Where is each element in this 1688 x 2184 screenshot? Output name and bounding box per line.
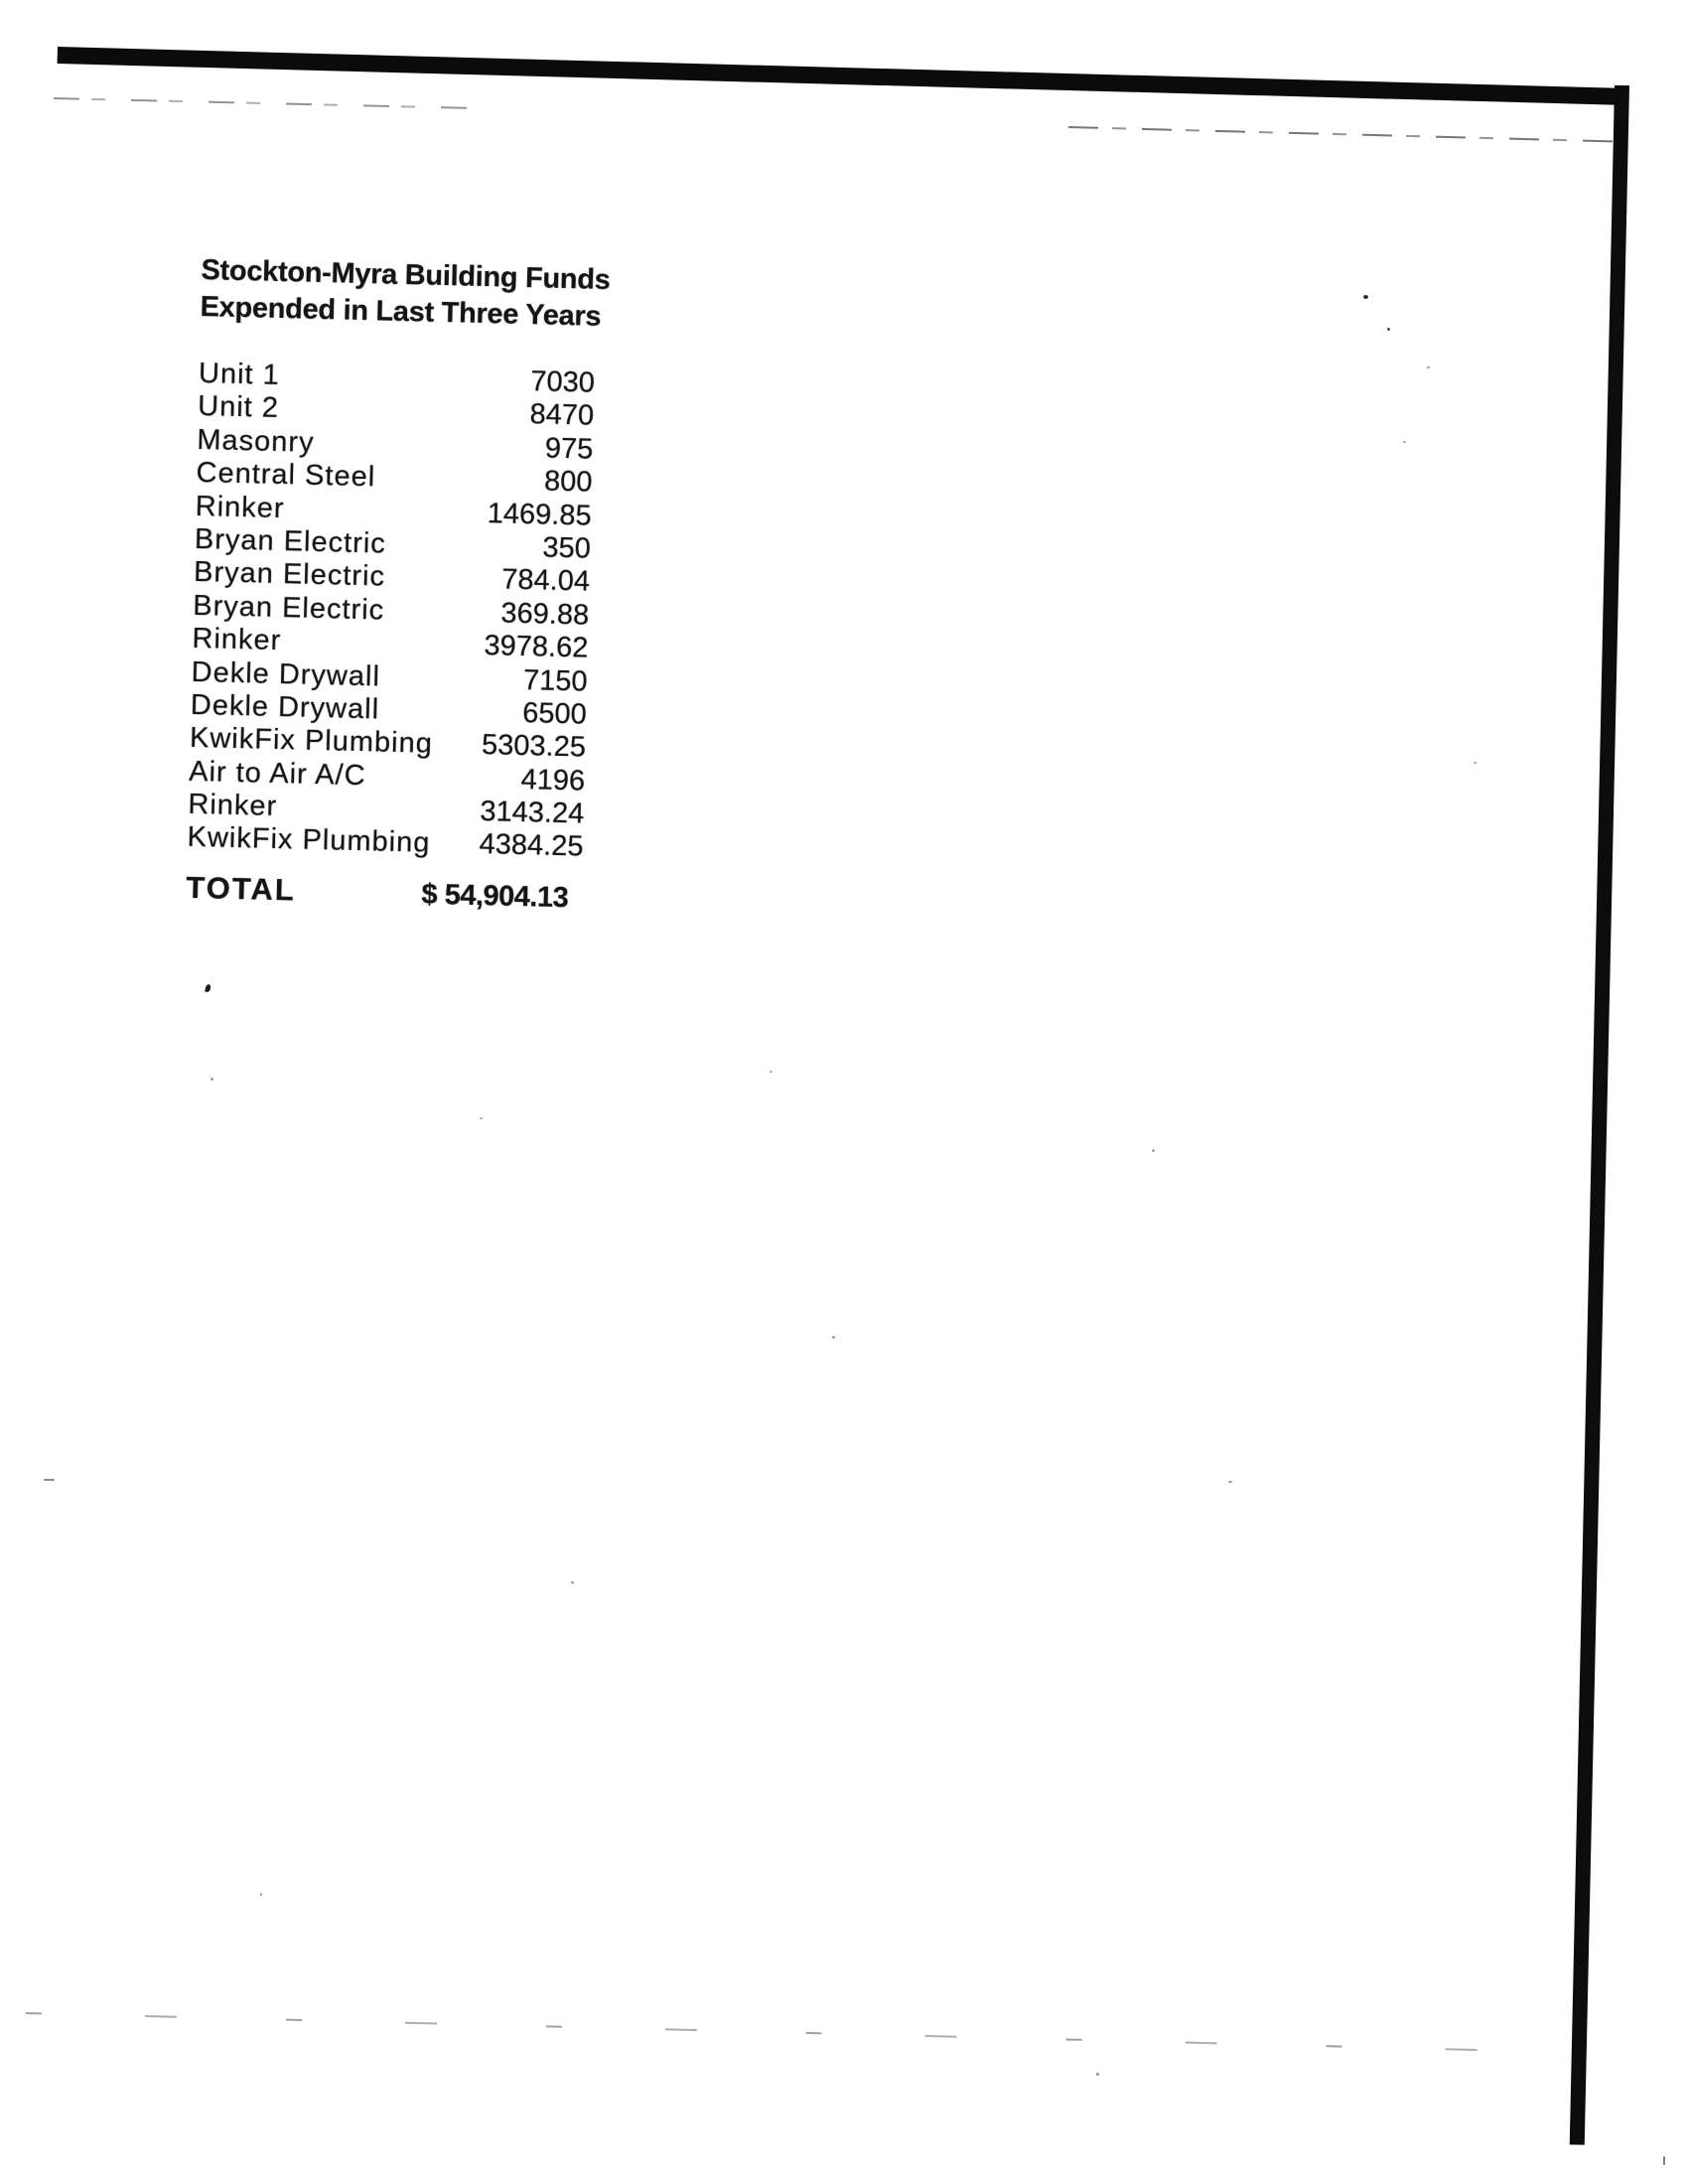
document-content bbox=[185, 252, 611, 916]
expense-amount: 975 bbox=[544, 432, 594, 466]
scan-speck bbox=[1363, 295, 1368, 299]
expense-label: Central Steel bbox=[196, 457, 376, 494]
scan-speck bbox=[480, 1117, 483, 1119]
document-title bbox=[200, 252, 611, 336]
expense-amount: 3978.62 bbox=[484, 630, 589, 664]
expense-label: Air to Air A/C bbox=[188, 755, 366, 792]
scan-artifact-line-top-left bbox=[54, 97, 471, 109]
total-row bbox=[186, 869, 583, 917]
expense-amount: 784.04 bbox=[500, 563, 591, 598]
scan-speck bbox=[1403, 441, 1406, 443]
scan-speck bbox=[832, 1336, 835, 1339]
expense-amount: 3143.24 bbox=[480, 796, 585, 830]
expense-amount: 4196 bbox=[520, 763, 586, 798]
expense-amount: 800 bbox=[543, 465, 593, 499]
scan-speck bbox=[1474, 762, 1477, 764]
expense-label: Dekle Drywall bbox=[191, 655, 381, 693]
expense-label: Unit 1 bbox=[198, 357, 281, 391]
expense-label: Dekle Drywall bbox=[190, 688, 380, 726]
scan-edge-top-bar bbox=[58, 47, 1628, 105]
expense-label: KwikFix Plumbing bbox=[187, 821, 431, 860]
scan-speck bbox=[44, 1479, 55, 1481]
expense-label: Rinker bbox=[195, 490, 285, 524]
scan-speck bbox=[260, 1893, 262, 1896]
expense-label: Unit 2 bbox=[197, 390, 280, 425]
scan-speck bbox=[211, 1078, 213, 1081]
expense-amount: 5303.25 bbox=[481, 729, 587, 764]
expense-label: Rinker bbox=[188, 788, 278, 823]
scan-edge-right-bar bbox=[1570, 85, 1629, 2145]
scan-artifact-line-bottom bbox=[26, 2012, 1571, 2053]
scan-speck bbox=[1228, 1481, 1232, 1483]
scan-artifact-line-top-right bbox=[1068, 126, 1617, 142]
scan-speck bbox=[1152, 1149, 1155, 1152]
expense-label: Rinker bbox=[192, 623, 282, 657]
scan-speck bbox=[1663, 2156, 1665, 2165]
total-amount: $ 54,904.13 bbox=[421, 878, 569, 915]
expense-list bbox=[187, 358, 595, 864]
expense-label: Masonry bbox=[196, 423, 315, 459]
expense-label: Bryan Electric bbox=[194, 522, 387, 560]
expense-amount: 8470 bbox=[529, 398, 595, 433]
expense-amount: 4384.25 bbox=[479, 828, 584, 864]
scan-speck bbox=[1387, 328, 1390, 331]
expense-label: Bryan Electric bbox=[193, 556, 386, 593]
scan-speck bbox=[1096, 2073, 1099, 2076]
expense-amount: 1469.85 bbox=[487, 497, 593, 532]
expense-amount: 6500 bbox=[521, 696, 588, 731]
document-title-line-1: Stockton-Myra Building Funds bbox=[201, 253, 611, 297]
total-label: TOTAL bbox=[185, 869, 297, 908]
expense-label: Bryan Electric bbox=[192, 589, 385, 627]
scan-speck bbox=[1427, 366, 1430, 368]
document-title-line-2: Expended in Last Three Years bbox=[200, 290, 602, 333]
scan-speck bbox=[571, 1581, 574, 1584]
scan-speck bbox=[205, 984, 211, 993]
expense-amount: 7030 bbox=[530, 365, 596, 399]
expense-amount: 7150 bbox=[522, 663, 588, 698]
expense-amount: 369.88 bbox=[500, 597, 590, 632]
expense-label: KwikFix Plumbing bbox=[189, 722, 434, 761]
scan-speck bbox=[770, 1071, 773, 1073]
expense-amount: 350 bbox=[542, 531, 592, 565]
